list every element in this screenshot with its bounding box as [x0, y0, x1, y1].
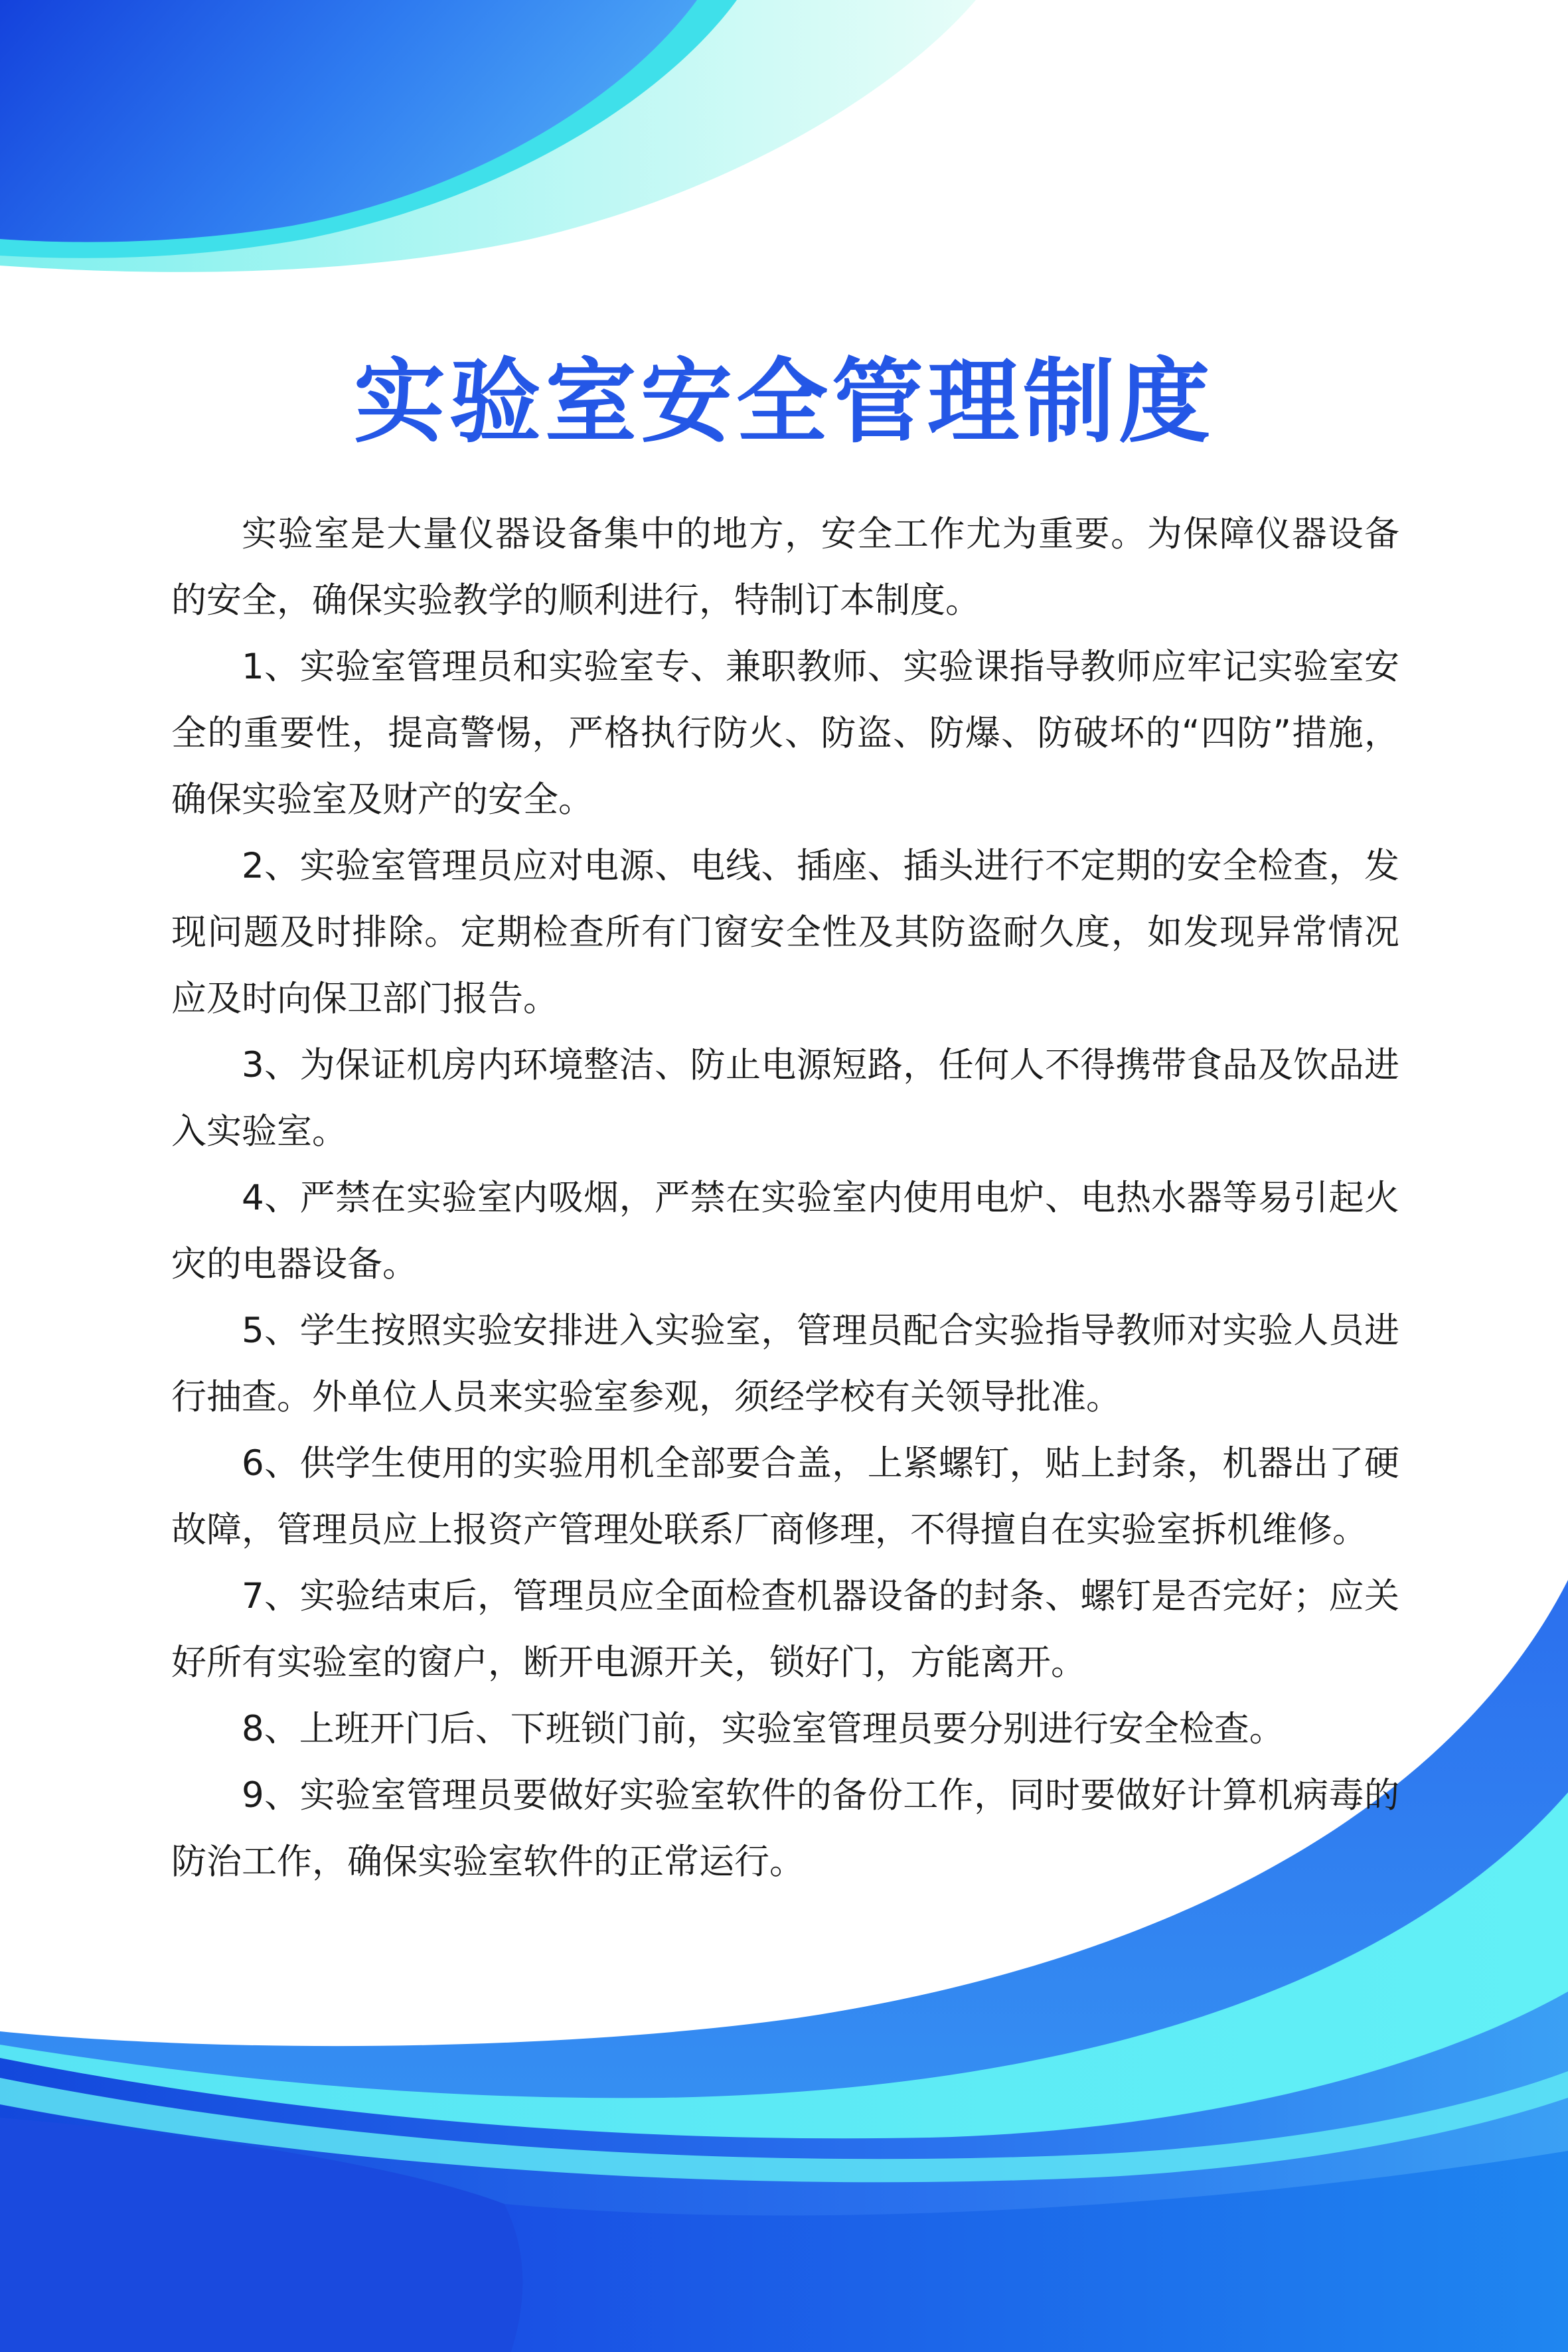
rule-item-7: 7、实验结束后，管理员应全面检查机器设备的封条、螺钉是否完好；应关好所有实验室的窗户，断开电源开关，锁好门，方能离开。: [171, 1576, 1399, 1683]
rule-item-2: 2、实验室管理员应对电源、电线、插座、插头进行不定期的安全检查，发现问题及时排除。定期检查所有门窗安全性及其防盗耐久度，如发现异常情况应及时向保卫部门报告。: [171, 846, 1399, 1019]
regulation-body: [171, 501, 1399, 1895]
rule-item-1: 1、实验室管理员和实验室专、兼职教师、实验课指导教师应牢记实验室安全的重要性，提高警惕，严格执行防火、防盗、防爆、防破坏的“四防”措施，确保实验室及财产的安全。: [171, 647, 1399, 820]
rule-item-4: 4、严禁在实验室内吸烟，严禁在实验室内使用电炉、电热水器等易引起火灾的电器设备。: [171, 1178, 1399, 1285]
rule-item-6: 6、供学生使用的实验用机全部要合盖，上紧螺钉，贴上封条，机器出了硬故障，管理员应上报资产管理处联系厂商修理，不得擅自在实验室拆机维修。: [171, 1443, 1399, 1550]
page-title: 实验室安全管理制度: [353, 347, 1214, 455]
rule-item-3: 3、为保证机房内环境整洁、防止电源短路，任何人不得携带食品及饮品进入实验室。: [171, 1045, 1399, 1152]
rule-item-9: 9、实验室管理员要做好实验室软件的备份工作，同时要做好计算机病毒的防治工作，确保实验室软件的正常运行。: [171, 1775, 1399, 1882]
intro-paragraph: 实验室是大量仪器设备集中的地方，安全工作尤为重要。为保障仪器设备的安全，确保实验教学的顺利进行，特制订本制度。: [171, 514, 1399, 621]
rule-item-8: 8、上班开门后、下班锁门前，实验室管理员要分别进行安全检查。: [242, 1709, 1285, 1749]
rule-item-5: 5、学生按照实验安排进入实验室，管理员配合实验指导教师对实验人员进行抽查。外单位人员来实验室参观，须经学校有关领导批准。: [171, 1310, 1399, 1417]
